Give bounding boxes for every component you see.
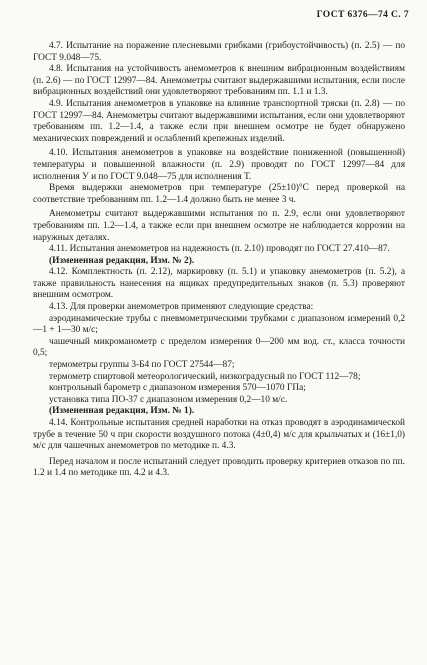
paragraph-failure-criteria: Перед началом и после испытаний следует проводить проверку критериев отказов по пп. 1.2 и 1.4 по методике пп. 4.2 и 4.3. [33, 456, 405, 479]
paragraph-4-11: 4.11. Испытания анемометров на надежность (п. 2.10) проводят по ГОСТ 27.410—87. [49, 244, 390, 255]
paragraph-passed-criteria: Анемометры считают выдержавшими испытания по п. 2.9, если они удовлетворяют требованиям пп. 1.2—1.4, а также если при внешнем осмотре не наблюдается коррозии на наружных деталях. [33, 209, 405, 243]
paragraph-4-12: 4.12. Комплектность (п. 2.12), маркировку (п. 5.1) и упаковку анемометров (п. 5.2), а также правильность нанесения на ящиках предупредительных знаков (п. 5.3) проверяют внешним осмотром. [33, 267, 405, 301]
body-text [33, 41, 405, 480]
equipment-item-thermometers: термометры группы 3-Б4 по ГОСТ 27544—87; [49, 360, 235, 371]
paragraph-hold-time: Время выдержки анемометров при температуре (25±10)°С перед проверкой на соответствие требованиям пп. 1.2—1.4 должно быть не менее 3 ч. [33, 183, 405, 205]
paragraph-4-7: 4.7. Испытание на поражение плесневыми грибками (грибоустойчивость) (п. 2.5) — по ГОСТ 9.048—75. [33, 41, 405, 63]
equipment-item-micromanometer: чашечный микроманометр с пределом измерения 0—200 мм вод. ст., класса точности 0,5; [33, 336, 405, 359]
page-header: ГОСТ 6376—74 С. 7 [316, 10, 409, 20]
paragraph-4-8: 4.8. Испытания на устойчивость анемометров к внешним вибрационным воздействиям (п. 2.6) — по ГОСТ 12997—84. Анемометры считают выдержавшими испытания, если после вибрационных воздействий они удовлетворяют требованиям пп. 1.1 и 1.3. [33, 64, 405, 98]
equipment-item-barometer: контрольный барометр с диапазоном измерения 570—1070 ГПа; [49, 383, 306, 394]
paragraph-4-13: 4.13. Для проверки анемометров применяют следующие средства: [49, 302, 314, 313]
paragraph-4-9: 4.9. Испытания анемометров в упаковке на влияние транспортной тряски (п. 2.8) — по ГОСТ 12997—84. Анемометры считают выдержавшими испытания, если они удовлетворяют требованиям пп. 1.2—1.4, а также если при внешнем осмотре не будет обнаружено механических повреждений и ослаблений крепежных изделий. [33, 98, 405, 144]
paragraph-4-10: 4.10. Испытания анемометров в упаковке на воздействие пониженной (повышенной) температуры и повышенной влажности (п. 2.9) проводят по ГОСТ 12997—84 для исполнения У и по ГОСТ 9.048—75 для исполнения Т. [33, 148, 405, 182]
amendment-note-2: (Измененная редакция, Изм. № 2). [49, 255, 195, 266]
equipment-item-wind-tunnels: аэродинамические трубы с пневмометрическими трубками с диапазоном измерений 0,2—1 + 1—30 м/с; [33, 313, 405, 336]
equipment-item-po37-unit: установка типа ПО-37 с диапазоном измерения 0,2—10 м/с. [49, 394, 288, 405]
equipment-item-alcohol-thermometer: термометр спиртовой метеорологический, низкоградусный по ГОСТ 112—78; [49, 371, 361, 382]
amendment-note-1: (Измененная редакция, Изм. № 1). [49, 406, 195, 417]
paragraph-4-14: 4.14. Контрольные испытания средней наработки на отказ проводят в аэродинамической трубе в течение 50 ч при скорости воздушного потока (4±0,4) м/с для крыльчатых и (16±1,0) м/с для чашечных анемометров по методике п. 4.3. [33, 418, 405, 452]
